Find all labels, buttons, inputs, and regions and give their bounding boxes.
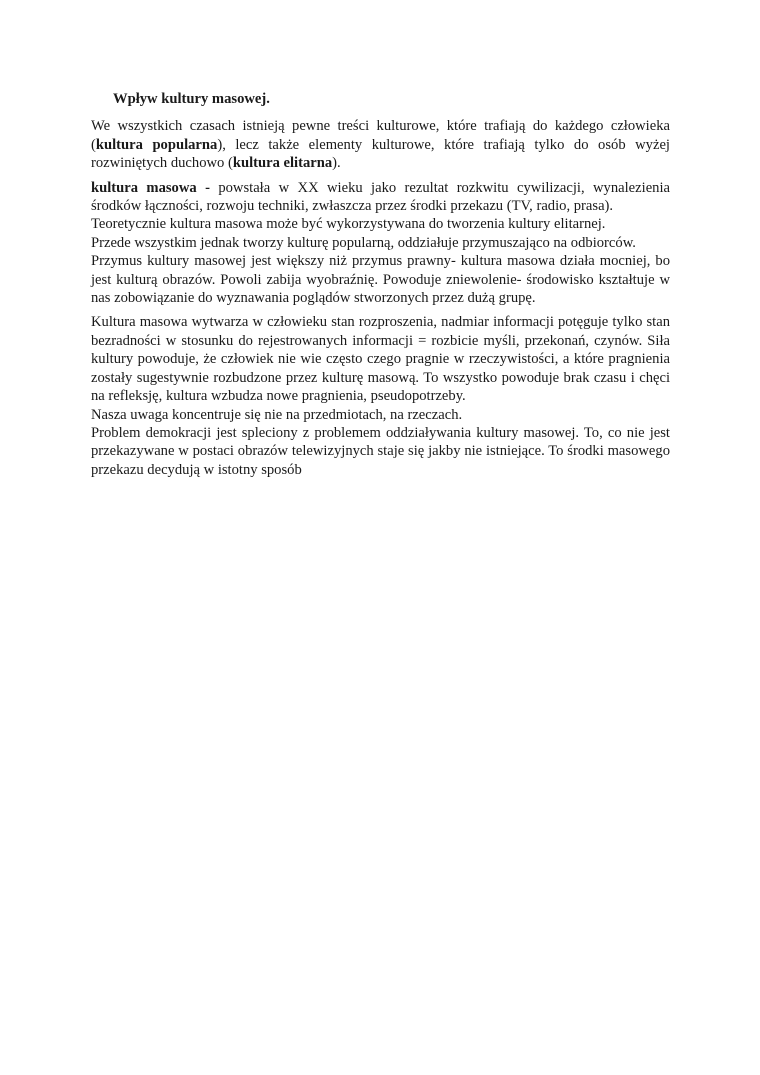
intro-text-2: ), lecz także elementy kulturowe, które trafiają tylko do osób wyżej rozwiniętych duchowo ( <box>91 136 670 172</box>
paragraph-coercion: Przymus kultury masowej jest większy niż przymus prawny- kultura masowa działa mocniej, bo jest kulturą obrazów. Powoli zabija wyobraźnię. Powoduje zniewolenie- środowisko kształtuje w nas zobowiązanie do wyznawania poglądów stworzonych przez dużą grupę. <box>91 253 670 307</box>
term-kultura-masowa: kultura masowa - <box>91 179 210 196</box>
paragraph-popular-culture: Przede wszystkim jednak tworzy kulturę popularną, oddziałuje przymuszająco na odbiorców. <box>91 234 636 251</box>
document-title: Wpływ kultury masowej. <box>113 91 270 107</box>
definition-text: powstała w XX wieku jako rezultat rozkwitu cywilizacji, wynalezienia środków łączności, rozwoju techniki, zwłaszcza przez środki przekazu (TV, radio, prasa). <box>91 179 670 215</box>
definition-paragraph <box>91 179 670 216</box>
intro-text-3: ). <box>332 155 341 172</box>
paragraph-distraction: Kultura masowa wytwarza w człowieku stan rozproszenia, nadmiar informacji potęguje tylko stan bezradności w stosunku do rejestrowanych informacji = rozbicie myśli, przekonań, czynów. Siła kultury powoduje, że człowiek nie wie często czego pragnie w rzeczywistości, a które pragnienia zostały sugestywnie rozbudzone przez kulturę masową. To wszystko powoduje brak czasu i chęci na refleksję, kultura wzbudza nowe pragnienia, pseudopotrzeby. <box>91 314 670 405</box>
paragraph-theoretical: Teoretycznie kultura masowa może być wykorzystywana do tworzenia kultury elitarnej. <box>91 216 606 233</box>
term-kultura-popularna: kultura popularna <box>95 136 218 153</box>
intro-text-1: We wszystkich czasach istnieją pewne treści kulturowe, które trafiają do każdego człowieka ( <box>91 118 670 153</box>
term-kultura-elitarna: kultura elitarna <box>232 155 333 172</box>
document-body <box>91 90 670 479</box>
paragraph-democracy: Problem demokracji jest spleciony z problemem oddziaływania kultury masowej. To, co nie jest przekazywane w postaci obrazów telewizyjnych staje się jakby nie istniejące. To środki masowego przekazu decydują w istotny sposób <box>91 424 670 478</box>
paragraph-attention: Nasza uwaga koncentruje się nie na przedmiotach, na rzeczach. <box>91 406 463 423</box>
intro-paragraph <box>91 117 670 172</box>
